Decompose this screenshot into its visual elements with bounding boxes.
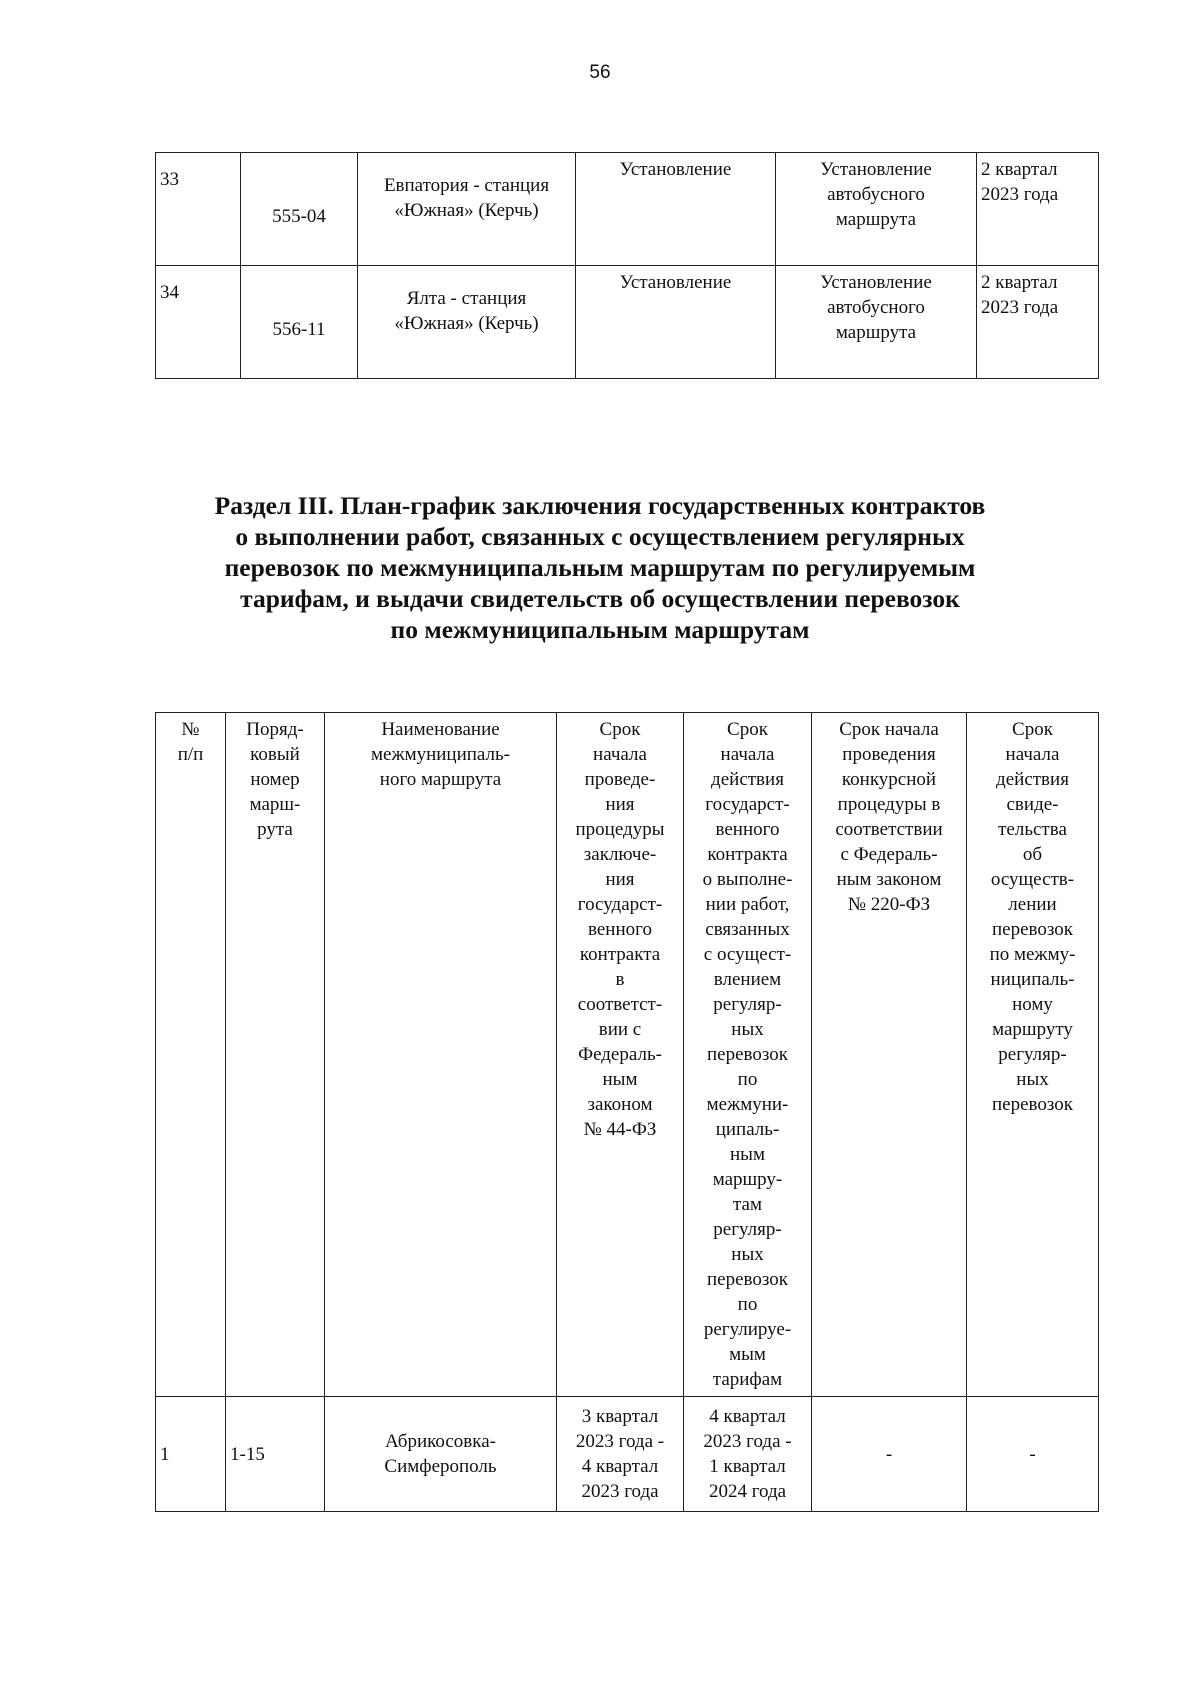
column-header: Срок начала проведе- ния процедуры заключе- ния государст- венного контракта в соответст- вии с Федераль- ным законом № 44-ФЗ <box>557 713 684 1397</box>
contract-start-line: 2023 года - <box>703 1431 792 1452</box>
row-number: 34 <box>156 266 241 379</box>
procedure-start-line: 2023 года <box>581 1481 659 1502</box>
content-line: автобусного <box>827 184 925 205</box>
term-line: 2 квартал <box>981 272 1058 293</box>
route-number: 556-11 <box>241 266 358 379</box>
section-title-line: тарифам, и выдачи свидетельств об осуществлении перевозок <box>240 584 960 613</box>
procedure-start-line: 2023 года - <box>575 1431 665 1452</box>
route-name-line: Ялта - станция <box>406 288 527 309</box>
schedule-table <box>155 712 1099 1512</box>
term-cell <box>977 153 1099 266</box>
routes-table-continued <box>155 152 1099 379</box>
route-name-line: Симферополь <box>384 1456 497 1477</box>
content-line: автобусного <box>827 297 925 318</box>
content-cell <box>776 153 977 266</box>
route-name-line: Евпатория - станция <box>383 175 550 196</box>
section-title-line: по межмуниципальным маршрутам <box>390 615 810 644</box>
contract-start-line: 1 квартал <box>709 1456 786 1477</box>
contract-start-line: 2024 года <box>708 1481 787 1502</box>
column-header: Поряд- ковый номер марш- рута <box>226 713 325 1397</box>
content-line: маршрута <box>835 322 917 343</box>
section-title-line: Раздел III. План-график заключения государственных контрактов <box>214 491 986 520</box>
column-header: Срок начала действия государст- венного контракта о выполне- нии работ, связанных с осущест- влением регуляр- ных перевозок по межмуни- ципаль- ным маршру- там регуляр- ных перевозок по регулируе- мым тарифам <box>684 713 812 1397</box>
term-line: 2023 года <box>981 297 1059 318</box>
table-row <box>156 153 1099 266</box>
route-name-line: «Южная» (Керчь) <box>394 200 539 221</box>
route-name-line: Абрикосовка- <box>385 1431 496 1452</box>
contract-start-cell <box>684 1397 812 1512</box>
route-name-line: «Южная» (Керчь) <box>394 313 539 334</box>
row-number: 33 <box>156 153 241 266</box>
column-header: Срок начала действия свиде- тельства об осуществ- лении перевозок по межму- ниципаль- ному маршруту регуляр- ных перевозок <box>967 713 1099 1397</box>
contest-start-cell: - <box>812 1397 967 1512</box>
term-line: 2 квартал <box>981 159 1058 180</box>
column-header: № п/п <box>156 713 226 1397</box>
route-name <box>358 266 576 379</box>
procedure-start-cell <box>557 1397 684 1512</box>
content-cell <box>776 266 977 379</box>
procedure-start-line: 4 квартал <box>581 1456 659 1477</box>
page-number: 56 <box>589 62 611 83</box>
certificate-start-cell: - <box>967 1397 1099 1512</box>
content-line: маршрута <box>835 209 917 230</box>
term-line: 2023 года <box>981 184 1059 205</box>
content-line: Установление <box>820 272 932 293</box>
table-row <box>156 266 1099 379</box>
table-header-row <box>156 713 1099 1397</box>
column-header: Срок начала проведения конкурсной процедуры в соответствии с Федераль- ным законом № 220-ФЗ <box>812 713 967 1397</box>
action-cell: Установление <box>576 153 776 266</box>
action-cell: Установление <box>576 266 776 379</box>
route-name <box>358 153 576 266</box>
route-name <box>325 1397 557 1512</box>
contract-start-line: 4 квартал <box>709 1406 786 1427</box>
route-number: 555-04 <box>241 153 358 266</box>
content-line: Установление <box>820 159 932 180</box>
section-title-line: перевозок по межмуниципальным маршрутам по регулируемым <box>224 553 976 582</box>
term-cell <box>977 266 1099 379</box>
section-title <box>150 490 1050 645</box>
procedure-start-line: 3 квартал <box>581 1406 659 1427</box>
route-number: 1-15 <box>226 1397 325 1512</box>
column-header: Наименование межмуниципаль- ного маршрута <box>325 713 557 1397</box>
section-title-line: о выполнении работ, связанных с осуществлением регулярных <box>235 522 965 551</box>
table-row <box>156 1397 1099 1512</box>
row-number: 1 <box>156 1397 226 1512</box>
